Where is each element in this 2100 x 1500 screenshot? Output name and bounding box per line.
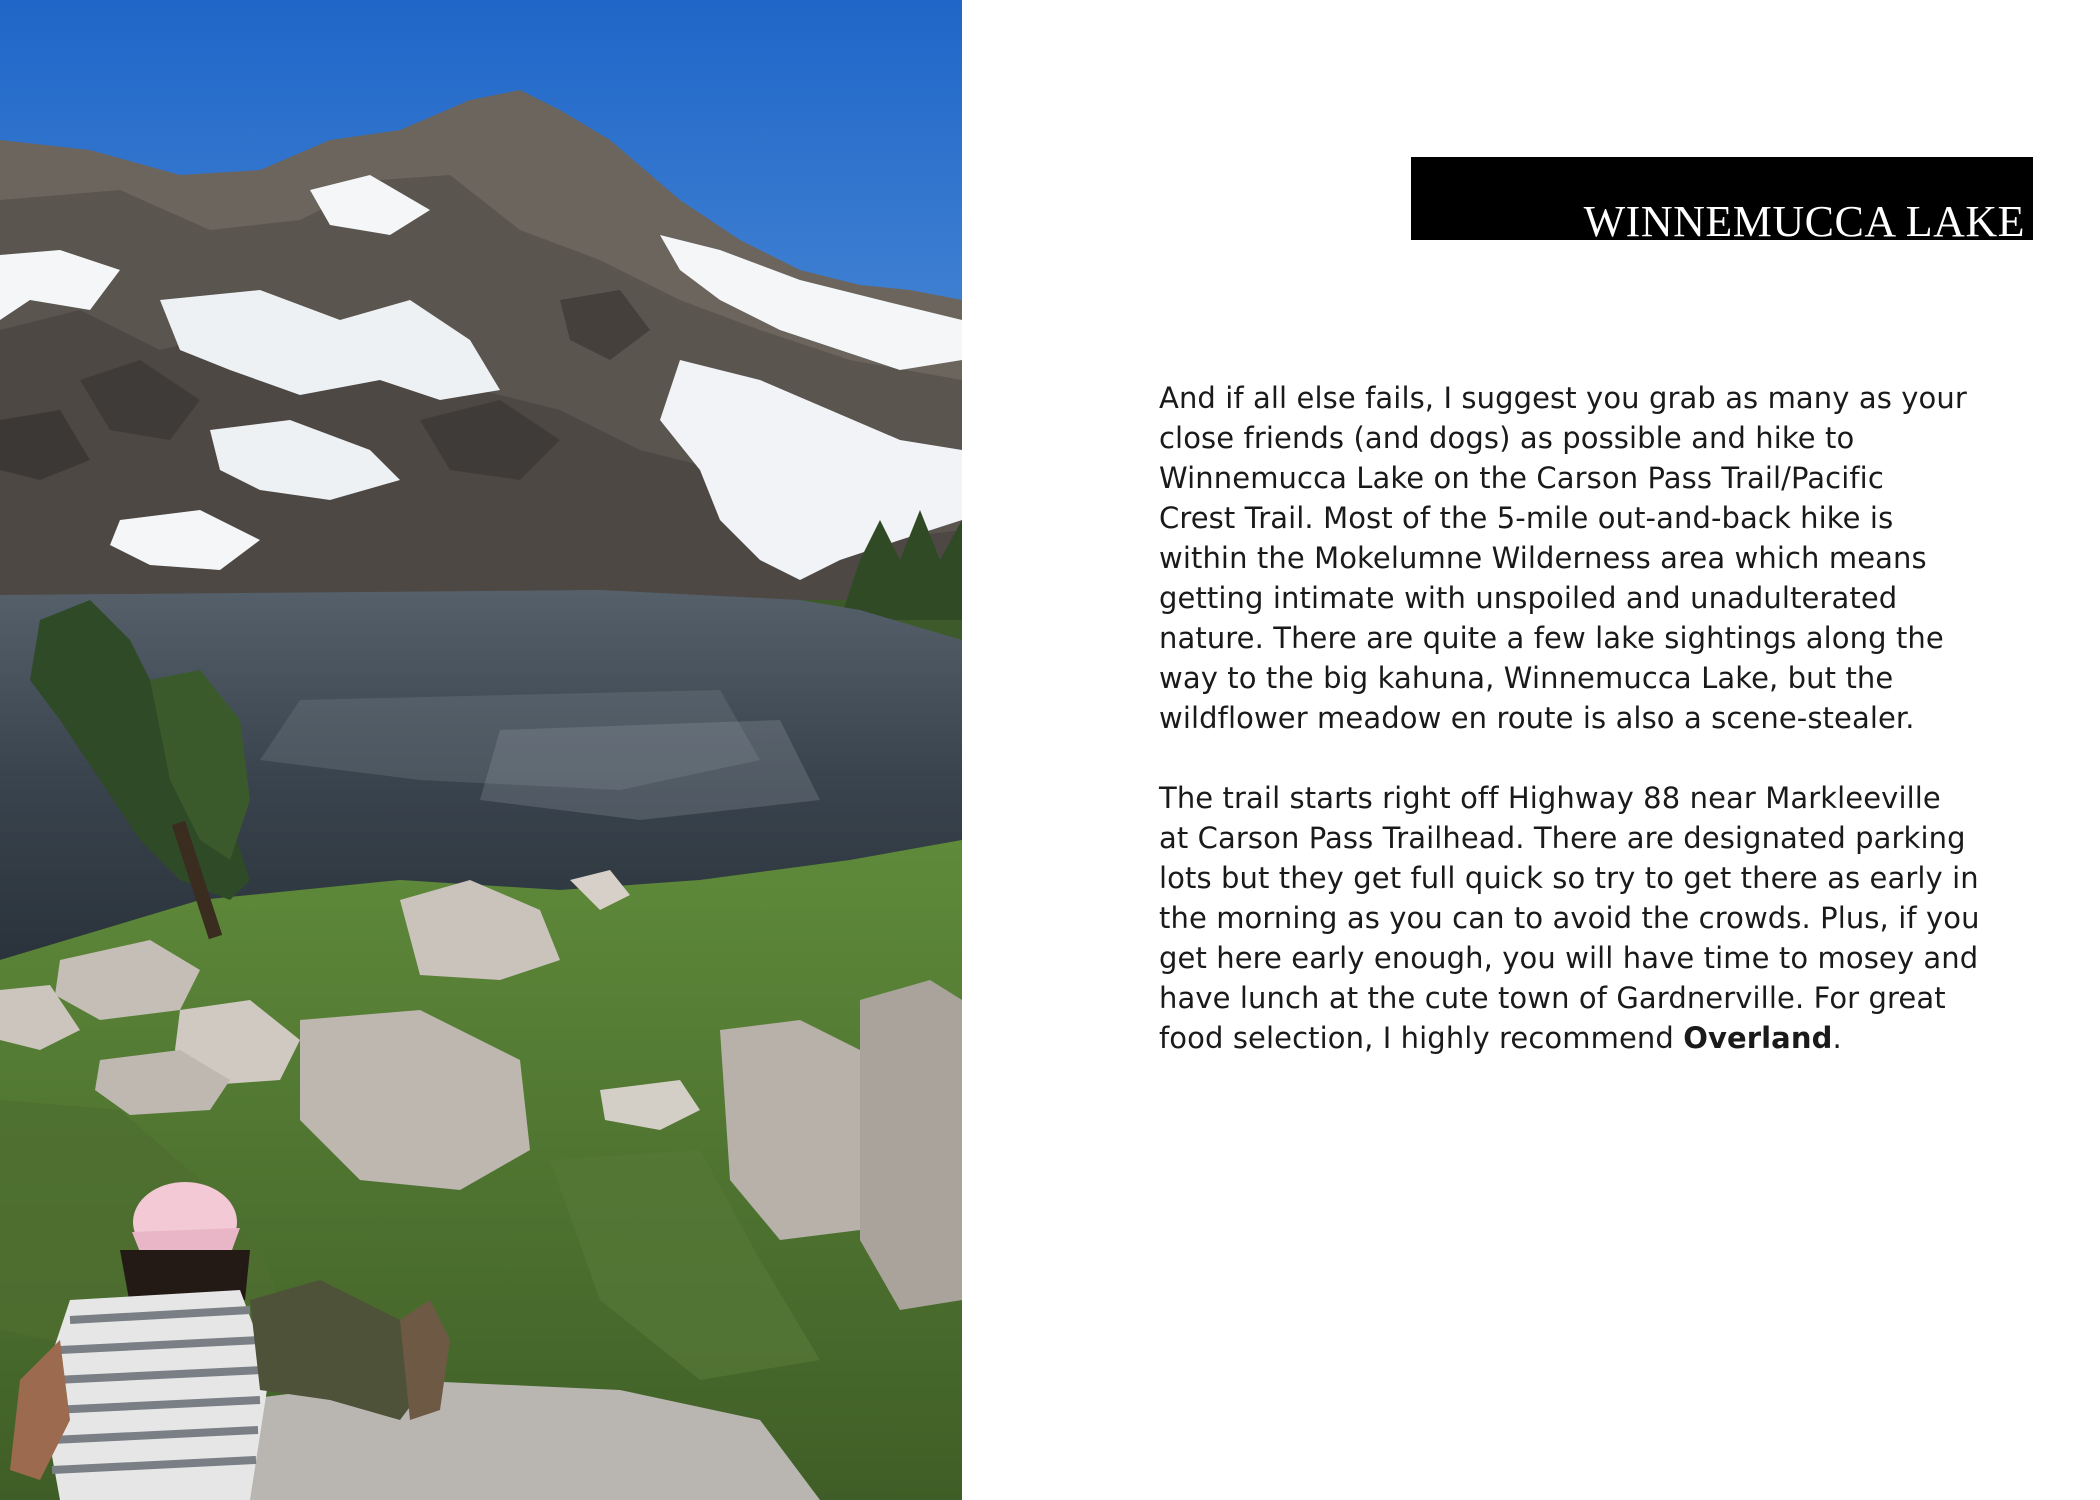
landscape-illustration xyxy=(0,0,962,1500)
text-line: wildflower meadow en route is also a scene-stealer. xyxy=(1159,701,1915,735)
text-line: have lunch at the cute town of Gardnerville. For great xyxy=(1159,981,1946,1015)
text-line: The trail starts right off Highway 88 near Markleeville xyxy=(1159,781,1941,815)
text-line: the morning as you can to avoid the crowds. Plus, if you xyxy=(1159,901,1980,935)
text-line: lots but they get full quick so try to get there as early in xyxy=(1159,861,1979,895)
text-line: within the Mokelumne Wilderness area which means xyxy=(1159,541,1927,575)
article-body xyxy=(1159,378,2019,1098)
text-fragment: food selection, I highly recommend xyxy=(1159,1021,1684,1055)
page-title: WINNEMUCCA LAKE xyxy=(1583,197,2025,246)
text-line: way to the big kahuna, Winnemucca Lake, but the xyxy=(1159,661,1894,695)
text-line: get here early enough, you will have time to mosey and xyxy=(1159,941,1979,975)
landscape-photo xyxy=(0,0,962,1500)
text-line: And if all else fails, I suggest you grab as many as your xyxy=(1159,381,1967,415)
text-line: at Carson Pass Trailhead. There are designated parking xyxy=(1159,821,1966,855)
text-line: Crest Trail. Most of the 5-mile out-and-back hike is xyxy=(1159,501,1894,535)
text-line: Winnemucca Lake on the Carson Pass Trail/Pacific xyxy=(1159,461,1884,495)
text-line: close friends (and dogs) as possible and hike to xyxy=(1159,421,1855,455)
restaurant-name: Overland xyxy=(1683,1021,1833,1055)
text-line-last xyxy=(1159,1018,2019,1058)
text-fragment: . xyxy=(1832,1021,1842,1055)
paragraph-2 xyxy=(1159,778,2019,1058)
paragraph-1 xyxy=(1159,378,2019,738)
text-line: nature. There are quite a few lake sightings along the xyxy=(1159,621,1944,655)
text-line: getting intimate with unspoiled and unadulterated xyxy=(1159,581,1898,615)
title-bar xyxy=(1411,157,2033,246)
